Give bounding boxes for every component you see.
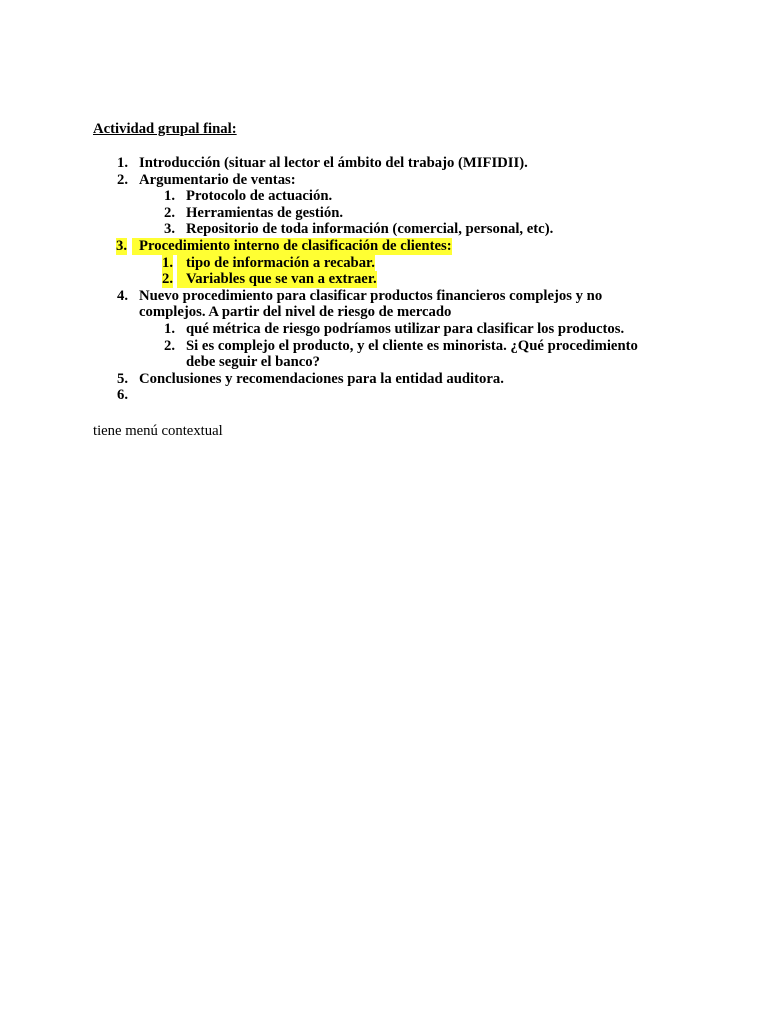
item-number: 1. xyxy=(162,254,174,271)
footer-note: tiene menú contextual xyxy=(93,423,223,439)
item-text: Procedimiento interno de clasificación de clientes: xyxy=(132,238,452,255)
item-number: 2. xyxy=(163,204,175,221)
item-text: Variables que se van a extraer. xyxy=(177,271,377,288)
item-number: 1. xyxy=(163,320,175,337)
item-text: Conclusiones y recomendaciones para la entidad auditora. xyxy=(139,370,504,387)
item-text: Protocolo de actuación. xyxy=(186,188,333,205)
sub-list-item xyxy=(0,338,768,355)
item-text: tipo de información a recabar. xyxy=(177,255,375,272)
item-text: Herramientas de gestión. xyxy=(186,204,344,221)
item-number: 3. xyxy=(163,221,175,238)
item-number: 2. xyxy=(163,337,175,354)
item-text: Argumentario de ventas: xyxy=(139,171,296,188)
sub-list-item-highlighted xyxy=(0,271,768,288)
list-item xyxy=(0,288,768,305)
item-number: 2. xyxy=(116,171,128,188)
item-number: 4. xyxy=(116,287,128,304)
document-title: Actividad grupal final: xyxy=(93,121,237,137)
item-text-line1: Si es complejo el producto, y el cliente es minorista. ¿Qué procedimiento xyxy=(186,337,638,354)
item-number: 5. xyxy=(116,370,128,387)
list-item xyxy=(0,155,768,172)
sub-list-item xyxy=(0,321,768,338)
item-text-line1: Nuevo procedimiento para clasificar productos financieros complejos y no xyxy=(139,287,603,304)
item-number: 6. xyxy=(116,387,128,404)
item-number: 1. xyxy=(163,188,175,205)
list-item xyxy=(0,371,768,388)
item-number: 3. xyxy=(116,237,128,254)
list-item-highlighted xyxy=(0,238,768,255)
sub-list-item-highlighted xyxy=(0,255,768,272)
list-item-continuation xyxy=(0,304,768,321)
list-item xyxy=(0,172,768,189)
item-number: 1. xyxy=(116,155,128,171)
item-text-line2: complejos. A partir del nivel de riesgo de mercado xyxy=(139,304,452,321)
sub-list-item xyxy=(0,221,768,238)
item-text-line2: debe seguir el banco? xyxy=(186,354,320,371)
item-text: qué métrica de riesgo podríamos utilizar para clasificar los productos. xyxy=(186,320,625,337)
list-item xyxy=(0,387,768,404)
outline-list xyxy=(0,155,768,404)
sub-list-item xyxy=(0,205,768,222)
sub-list-item xyxy=(0,188,768,205)
item-text: Repositorio de toda información (comercial, personal, etc). xyxy=(186,221,554,238)
item-number: 2. xyxy=(162,271,174,288)
item-text: Introducción (situar al lector el ámbito del trabajo (MIFIDII). xyxy=(139,155,528,171)
sub-list-item-continuation xyxy=(0,354,768,371)
